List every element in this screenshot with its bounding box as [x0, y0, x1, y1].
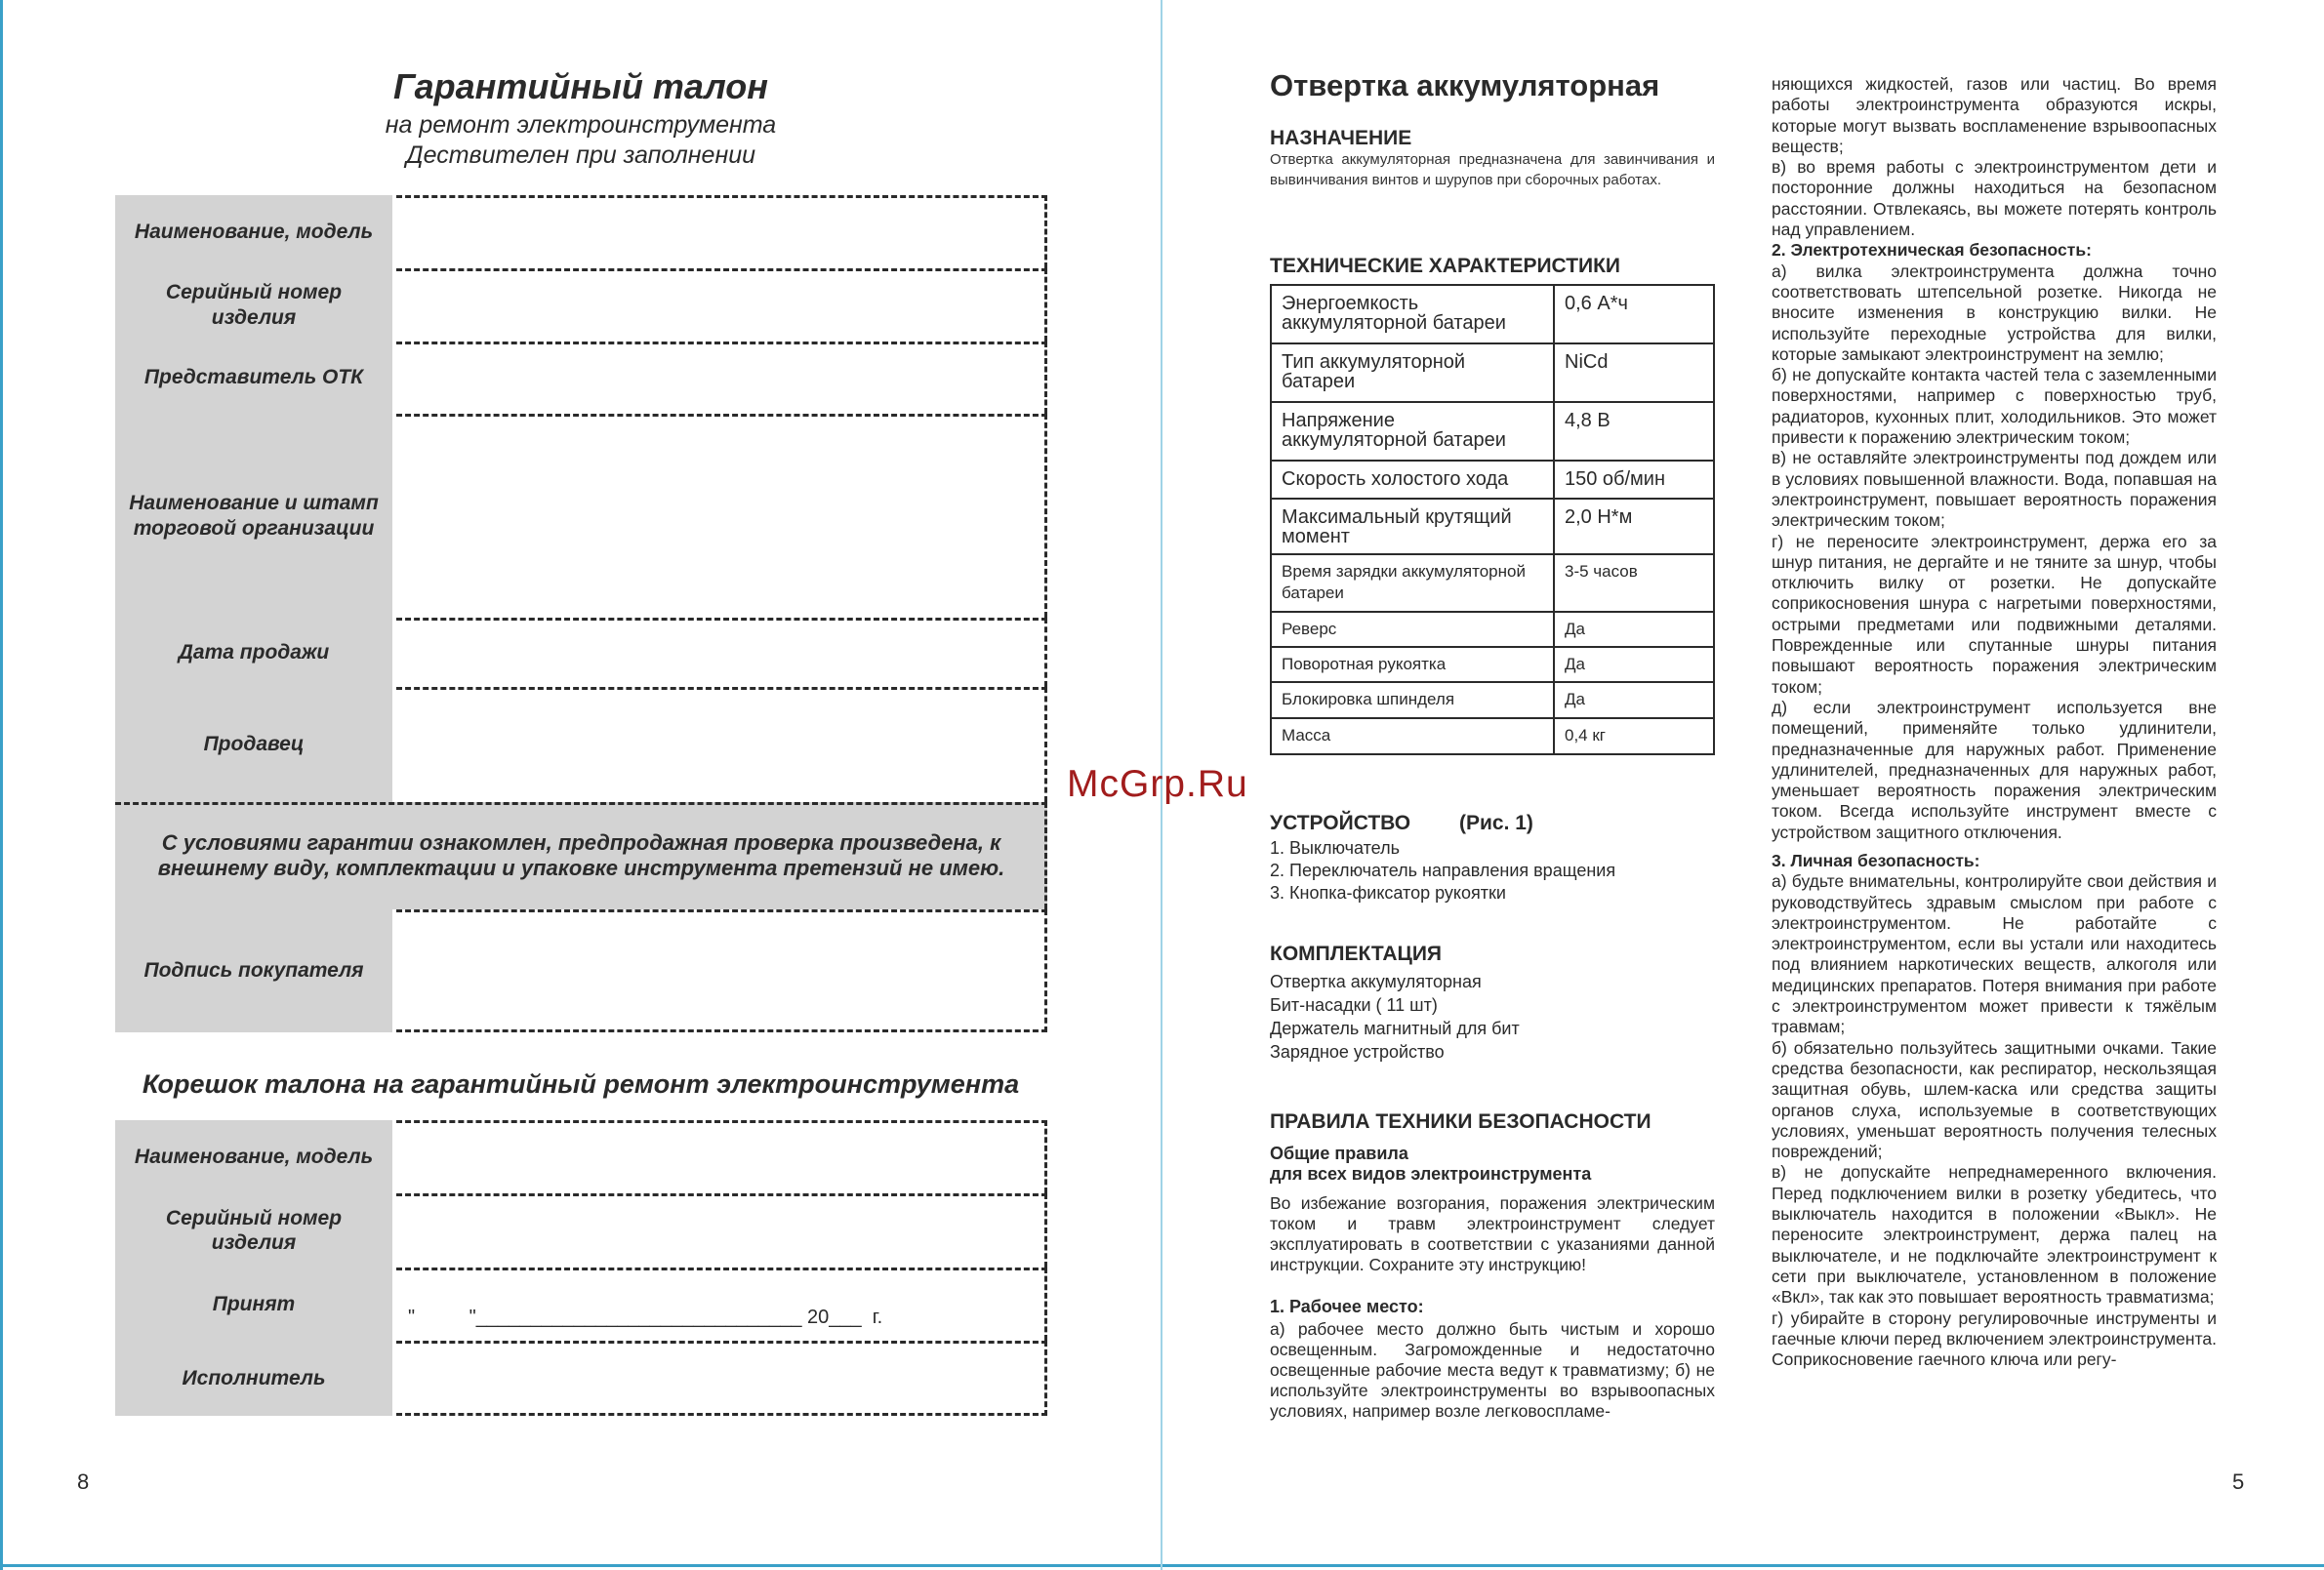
safety-paragraph: г) не переносите электроинструмент, держа его за шнур питания, не дергайте и не тяните за шнур, чтобы отключить вилку от розетки. Не допускайте соприкосновения шнура с нагретыми поверхностями, острыми предметами или подвижными деталями. Поврежденные или спутанные шнуры питания повышают вероятность поражения электрическим током;	[1772, 531, 2217, 697]
spec-key: Время зарядки аккумуляторной батареи	[1271, 554, 1554, 612]
safety-paragraph: в) не оставляйте электроинструменты под дождем или в условиях повышенной влажности. Вода, попавшая на электроинструмент, повышает вероятность поражения электрическим током;	[1772, 448, 2217, 531]
spec-key: Реверс	[1271, 612, 1554, 647]
spec-key: Поворотная рукоятка	[1271, 647, 1554, 682]
safety-paragraph: г) убирайте в сторону регулировочные инструменты и гаечные ключи перед включением электроинструмента. Соприкосновение гаечного ключа или регу-	[1772, 1308, 2217, 1370]
stub-row-model	[115, 1120, 1047, 1193]
watermark: McGrp.Ru	[1067, 763, 1248, 805]
warranty-row-field[interactable]	[396, 618, 1047, 687]
stub-row-field[interactable]	[396, 1120, 1047, 1193]
kit-item: Бит-насадки ( 11 шт)	[1270, 995, 1438, 1015]
warranty-row-field[interactable]	[396, 268, 1047, 342]
device-list	[1270, 837, 1715, 905]
device-item: 3. Кнопка-фиксатор рукоятки	[1270, 883, 1506, 903]
spec-key: Масса	[1271, 718, 1554, 754]
stub-row-label: Серийный номер изделия	[115, 1193, 392, 1268]
kit-item: Зарядное устройство	[1270, 1042, 1445, 1062]
kit-item: Отвертка аккумуляторная	[1270, 972, 1482, 991]
safety-heading: ПРАВИЛА ТЕХНИКИ БЕЗОПАСНОСТИ	[1270, 1110, 1651, 1133]
warranty-row-store	[115, 414, 1047, 618]
warranty-row-label: Дата продажи	[115, 618, 392, 687]
warranty-row-field[interactable]	[396, 195, 1047, 268]
stub-date-line: " "______________________________ 20___ г.	[408, 1307, 883, 1328]
electric-safety-heading: 2. Электротехническая безопасность:	[1772, 240, 2092, 261]
spec-key: Тип аккумуляторной батареи	[1271, 343, 1554, 402]
stub-row-serial	[115, 1193, 1047, 1268]
spec-value: 2,0 Н*м	[1554, 499, 1714, 554]
device-item: 2. Переключатель направления вращения	[1270, 861, 1616, 880]
stub-row-label: Принят	[115, 1268, 392, 1341]
spec-row	[1271, 285, 1714, 343]
kit-heading: КОМПЛЕКТАЦИЯ	[1270, 943, 1443, 965]
kit-list	[1270, 970, 1715, 1064]
warranty-title: Гарантийный талон	[393, 66, 768, 106]
stub-row-field[interactable]	[396, 1268, 1047, 1341]
safety-paragraph: б) обязательно пользуйтесь защитными очками. Такие средства безопасности, как респиратор, нескользящая защитная обувь, шлем-каска или средства защиты органов слуха, используемые в соответствующих условиях, уменьшат вероятность получения телесных повреждений;	[1772, 1037, 2217, 1162]
warranty-agreement-border	[115, 802, 1047, 909]
manual-title: Отвертка аккумуляторная	[1270, 68, 1660, 102]
spec-value: Да	[1554, 682, 1714, 718]
stub-row-executor	[115, 1341, 1047, 1416]
spec-table	[1270, 284, 1715, 755]
spec-row	[1271, 647, 1714, 682]
spec-row	[1271, 402, 1714, 461]
safety-paragraph: а) будьте внимательны, контролируйте свои действия и руководствуйтесь здравым смыслом при работе с электроинструментом. Не работайте с электроинструментом, если вы устали или находитесь под влиянием наркотических веществ, алкоголя или медицинских препаратов. Потеря внимания при работе с электроинструментом может привести к тяжёлым травмам;	[1772, 871, 2217, 1037]
stub-row-field[interactable]	[396, 1341, 1047, 1416]
spec-row	[1271, 499, 1714, 554]
personal-safety-heading: 3. Личная безопасность:	[1772, 850, 1980, 870]
spec-value: 0,4 кг	[1554, 718, 1714, 754]
warranty-row-seller	[115, 687, 1047, 802]
spec-key: Энергоемкость аккумуляторной батареи	[1271, 285, 1554, 343]
spec-row	[1271, 718, 1714, 754]
safety-paragraph: а) вилка электроинструмента должна точно соответствовать штепсельной розетке. Никогда не вносите изменения в конструкцию вилки. Не используйте переходные устройства для вилки, которые замыкают электроинструмент на землю;	[1772, 261, 2217, 364]
spec-value: Да	[1554, 647, 1714, 682]
warranty-validity-note: Дествителен при заполнении	[405, 141, 756, 169]
spec-value: 150 об/мин	[1554, 461, 1714, 499]
warranty-row-label: Продавец	[115, 687, 392, 802]
device-figure-ref: (Рис. 1)	[1459, 812, 1533, 834]
spec-value: 3-5 часов	[1554, 554, 1714, 612]
safety-subheading-line: для всех видов электроинструмента	[1270, 1164, 1592, 1184]
warranty-row-sale-date	[115, 618, 1047, 687]
warranty-row-model	[115, 195, 1047, 268]
stub-row-label: Наименование, модель	[115, 1120, 392, 1193]
warranty-row-label: Подпись покупателя	[115, 909, 392, 1032]
warranty-row-serial	[115, 268, 1047, 342]
spec-row	[1271, 554, 1714, 612]
spec-row	[1271, 682, 1714, 718]
spec-row	[1271, 461, 1714, 499]
safety-subheading	[1270, 1144, 1715, 1185]
warranty-row-label: Наименование, модель	[115, 195, 392, 268]
spec-key: Блокировка шпинделя	[1271, 682, 1554, 718]
warranty-signature-field[interactable]	[396, 909, 1047, 1032]
spec-value: 4,8 В	[1554, 402, 1714, 461]
spec-value: NiCd	[1554, 343, 1714, 402]
warranty-row-field[interactable]	[396, 342, 1047, 414]
warranty-row-label: Серийный номер изделия	[115, 268, 392, 342]
safety-paragraph: в) не допускайте непреднамеренного включения. Перед подключением вилки в розетку убедитесь, что выключатель находится в положении «Выкл». Не переносите электроинструмент, держа палец на выключателе, и не подключайте электроинструмент к сети при выключателе, установленном в положение «Вкл», так как это повышает вероятность травматизма;	[1772, 1162, 2217, 1308]
spec-value: 0,6 А*ч	[1554, 285, 1714, 343]
safety-paragraph: няющихся жидкостей, газов или частиц. Во время работы электроинструмента образуются искры, которые могут вызвать воспламенение взрывоопасных веществ;	[1772, 74, 2217, 156]
safety-paragraph: б) не допускайте контакта частей тела с заземленными поверхностями, например с поверхностью труб, радиаторов, кухонных плит, холодильников. Это может привести к поражению электрическим током;	[1772, 365, 2217, 448]
warranty-row-qc	[115, 342, 1047, 414]
workplace-text: а) рабочее место должно быть чистым и хорошо освещенным. Загроможденные и недостаточно освещенные рабочие места ведут к травматизму; б) не используйте электроинструменты во взрывоопасных условиях, например возле легковоспламе-	[1270, 1319, 1715, 1421]
warranty-agreement-text: С условиями гарантии ознакомлен, предпродажная проверка произведена, к внешнему виду, комплектации и упаковке инструмента претензий не имею.	[115, 802, 1047, 909]
spec-key: Максимальный крутящий момент	[1271, 499, 1554, 554]
device-item: 1. Выключатель	[1270, 838, 1400, 858]
safety-column-2	[1772, 74, 2217, 1370]
safety-subheading-line: Общие правила	[1270, 1144, 1408, 1163]
warranty-row-label: Представитель ОТК	[115, 342, 392, 414]
purpose-heading: НАЗНАЧЕНИЕ	[1270, 127, 1412, 149]
spec-row	[1271, 612, 1714, 647]
page-number-right: 5	[2232, 1469, 2245, 1494]
warranty-row-field[interactable]	[396, 414, 1047, 618]
warranty-agreement	[115, 802, 1047, 909]
stub-row-accepted	[115, 1268, 1047, 1341]
spec-row	[1271, 343, 1714, 402]
safety-paragraph: в) во время работы с электроинструментом дети и посторонние должны находиться на безопасном расстоянии. Отвлекаясь, вы можете потерять контроль над управлением.	[1772, 157, 2217, 240]
safety-paragraph: д) если электроинструмент используется вне помещений, применяйте только удлинители, предназначенные для наружных работ. Применение удлинителей, предназначенных для наружных работ, уменьшает вероятность поражения электрическим током. Всегда используйте инструмент вместе с устройством защитного отключения.	[1772, 697, 2217, 842]
warranty-row-field[interactable]	[396, 687, 1047, 802]
page-number-left: 8	[77, 1469, 90, 1494]
warranty-row-signature	[115, 909, 1047, 1032]
stub-title: Корешок талона на гарантийный ремонт электроинструмента	[142, 1069, 1020, 1099]
spec-value: Да	[1554, 612, 1714, 647]
tech-specs-heading: ТЕХНИЧЕСКИЕ ХАРАКТЕРИСТИКИ	[1270, 255, 1621, 277]
kit-item: Держатель магнитный для бит	[1270, 1019, 1520, 1038]
stub-row-field[interactable]	[396, 1193, 1047, 1268]
warranty-page	[0, 0, 1161, 1570]
device-heading: УСТРОЙСТВО	[1270, 812, 1411, 834]
stub-row-label: Исполнитель	[115, 1341, 392, 1416]
spec-key: Напряжение аккумуляторной батареи	[1271, 402, 1554, 461]
safety-intro-text: Во избежание возгорания, поражения электрическим током и травм электроинструмент следует эксплуатировать в соответствии с указаниями данной инструкции. Сохраните эту инструкцию!	[1270, 1193, 1715, 1274]
warranty-subtitle: на ремонт электроинструмента	[385, 111, 777, 139]
spec-key: Скорость холостого хода	[1271, 461, 1554, 499]
workplace-heading: 1. Рабочее место:	[1270, 1297, 1424, 1316]
warranty-row-label: Наименование и штамп торговой организации	[115, 414, 392, 618]
purpose-text: Отвертка аккумуляторная предназначена для завинчивания и вывинчивания винтов и шурупов при сборочных работах.	[1270, 151, 1715, 188]
